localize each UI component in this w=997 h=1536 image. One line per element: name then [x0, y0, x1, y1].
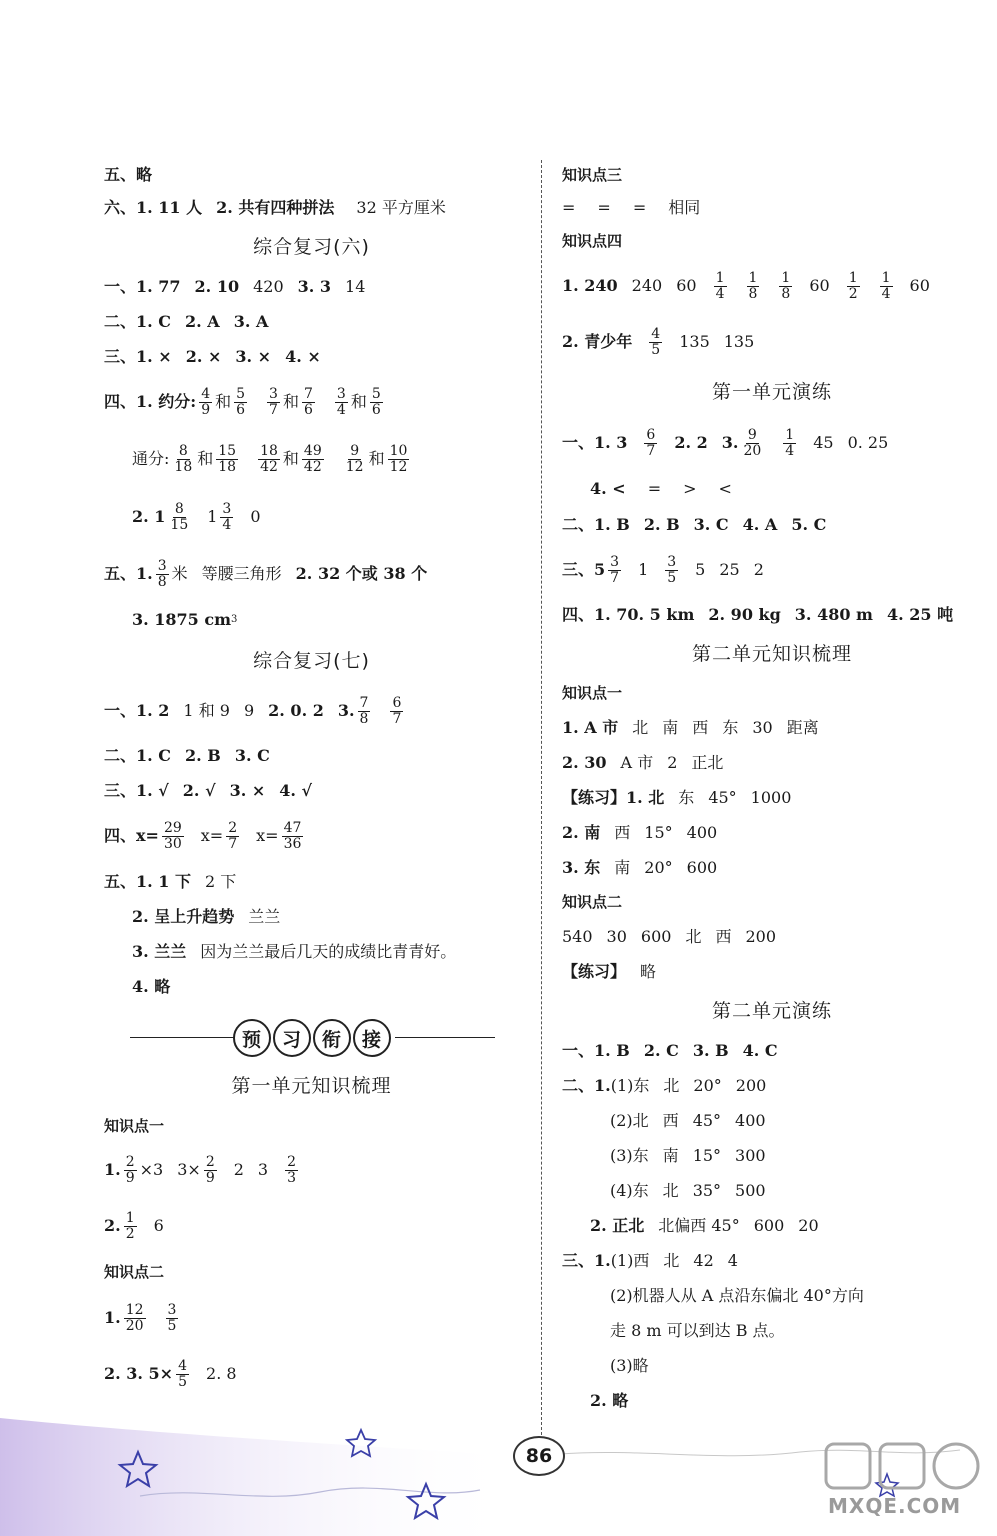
fraction: $\frac{3}{5}$: [667, 553, 677, 586]
answer-line: [562, 710, 982, 745]
text: 通分:: [132, 449, 170, 469]
answer-line: [104, 488, 519, 546]
text: 二、1. C: [104, 311, 172, 331]
text: 五、1. 1 下: [104, 871, 191, 891]
text: 二、1. B: [562, 514, 630, 534]
text: 2. 南: [562, 822, 601, 842]
text: 北: [663, 1250, 680, 1270]
text: 1. A 市: [562, 717, 619, 737]
text: 600: [753, 1215, 785, 1235]
text: 135: [723, 332, 755, 352]
text: 3. A: [233, 311, 269, 331]
text: 4. 25 吨: [886, 605, 954, 625]
text: 北: [663, 1075, 680, 1095]
answer-line: [562, 315, 982, 369]
answer-line: [562, 919, 982, 954]
fraction: $\frac{2}{9}$: [205, 1153, 215, 1186]
answer-line: [104, 160, 519, 190]
knowledge-point-label: [104, 1110, 519, 1142]
fraction: $\frac{15}{18}$: [218, 442, 237, 475]
text: 兰兰: [248, 906, 281, 926]
text: 4. √: [279, 780, 313, 800]
fraction: $\frac{4}{5}$: [178, 1357, 188, 1390]
text: 3. 1875 cm: [132, 610, 232, 630]
answer-line: [562, 1208, 982, 1243]
text: 3. ×: [235, 346, 272, 366]
text: (2)机器人从 A 点沿东偏北 40°方向: [610, 1285, 864, 1305]
knowledge-point-label: [104, 1254, 519, 1290]
text: 5. C: [791, 514, 827, 534]
fraction: $\frac{7}{6}$: [303, 385, 313, 418]
answer-line: [104, 269, 519, 304]
text: 35°: [692, 1180, 722, 1200]
text: 2. 32 个或 38 个: [295, 564, 428, 584]
text: A 市: [620, 752, 654, 772]
text: x=: [200, 826, 224, 846]
text: 知识点三: [562, 166, 623, 184]
answer-line: [562, 190, 982, 225]
answer-line: [562, 471, 982, 507]
answer-line: [104, 934, 519, 969]
text: 1000: [750, 787, 792, 807]
fraction: $\frac{2}{9}$: [125, 1153, 135, 1186]
text: 正北: [691, 752, 724, 772]
text: 20°: [693, 1075, 722, 1095]
text: 4. ×: [285, 346, 321, 366]
text: 三、1. ×: [104, 346, 172, 366]
text: 400: [735, 1110, 766, 1130]
fraction: $\frac{3}{4}$: [222, 500, 232, 533]
text: 600: [686, 857, 718, 877]
text: (3)东: [610, 1145, 649, 1165]
text: 25: [719, 560, 740, 580]
text: 45°: [708, 787, 737, 807]
text: 略: [640, 961, 657, 981]
text: 四、1. 70. 5 km: [562, 605, 695, 625]
text: 3. 东: [562, 857, 601, 877]
fraction: $\frac{9}{12}$: [345, 442, 364, 475]
text: 一、1. 2: [104, 701, 170, 721]
fraction: $\frac{8}{18}$: [174, 442, 193, 475]
left-column: [104, 160, 519, 1402]
text: 东: [678, 787, 695, 807]
text: 4: [727, 1250, 738, 1270]
text: 2. C: [643, 1040, 679, 1060]
answer-line: [562, 1068, 982, 1103]
text: 300: [735, 1145, 766, 1165]
text: 3. C: [693, 514, 729, 534]
text: 相同: [668, 197, 701, 217]
text: =: [562, 197, 576, 217]
text: 240: [631, 276, 663, 296]
text: 1.: [104, 1160, 121, 1180]
text: 3. 3: [297, 276, 332, 296]
answer-line: [104, 773, 519, 808]
section-heading: 综合复习(七): [253, 650, 370, 672]
text: 二、1. C: [104, 745, 172, 765]
answer-line: [104, 1290, 519, 1346]
text: 和: [215, 392, 232, 412]
fraction: $\frac{3}{4}$: [336, 385, 346, 418]
text: 2. 0. 2: [268, 701, 324, 721]
text: 走 8 m 可以到达 B 点。: [610, 1320, 785, 1340]
column-divider: [541, 160, 542, 1440]
text: 东: [722, 717, 739, 737]
section-heading: 第一单元知识梳理: [231, 1075, 392, 1097]
text: 四、1. 约分:: [104, 392, 197, 412]
text: 三、5: [562, 560, 606, 580]
text: 和: [282, 392, 299, 412]
text: 三、1. √: [104, 780, 169, 800]
banner-char: 习: [273, 1019, 311, 1057]
text: 1: [638, 560, 649, 580]
text: 2. 正北: [590, 1215, 645, 1235]
answer-line: [562, 1313, 982, 1348]
text: 20: [798, 1215, 819, 1235]
knowledge-point-label: [562, 225, 982, 257]
banner-char: 衔: [313, 1019, 351, 1057]
watermark-logo-icon: [818, 1438, 988, 1498]
answer-line: [104, 738, 519, 773]
text: 一、1. 77: [104, 276, 181, 296]
answer-line: [562, 780, 982, 815]
text: 4. C: [742, 1040, 778, 1060]
text: 3. B: [692, 1040, 729, 1060]
fraction: $\frac{3}{5}$: [167, 1301, 177, 1334]
text: 3.: [337, 701, 355, 721]
text: 六、1. 11 人: [104, 197, 203, 217]
text: 500: [735, 1180, 766, 1200]
text: 15°: [692, 1145, 722, 1165]
text: 南: [614, 857, 631, 877]
text: 3. 480 m: [794, 605, 873, 625]
text: 知识点一: [562, 684, 623, 702]
text: 3. ×: [229, 780, 266, 800]
answer-line: [562, 1033, 982, 1068]
text: 30: [606, 926, 627, 946]
text: 2 下: [204, 871, 237, 891]
text: 60: [909, 276, 930, 296]
answer-line: [104, 899, 519, 934]
fraction: $\frac{2}{3}$: [287, 1153, 297, 1186]
text: (2)北: [610, 1110, 649, 1130]
text: (1)西: [610, 1250, 650, 1270]
text: 200: [745, 926, 777, 946]
answer-line: [104, 969, 519, 1004]
text: 4. A: [742, 514, 778, 534]
text: 2: [233, 1160, 244, 1180]
fraction: $\frac{18}{42}$: [260, 442, 278, 475]
fraction: $\frac{2}{7}$: [228, 819, 238, 852]
text: =: [647, 479, 662, 499]
text: 北偏西 45°: [658, 1215, 740, 1235]
text: 0: [250, 507, 261, 527]
fraction: $\frac{5}{6}$: [371, 385, 381, 418]
text: 等腰三角形: [201, 564, 282, 584]
fraction: $\frac{4}{9}$: [201, 385, 211, 418]
text: 2. 30: [562, 752, 607, 772]
answer-line: [562, 1278, 982, 1313]
text: 2. √: [182, 780, 216, 800]
fraction: $\frac{1}{2}$: [848, 269, 858, 302]
section-heading: 综合复习(六): [253, 236, 370, 258]
text: 3.: [721, 433, 739, 453]
text: 三、1.: [562, 1250, 611, 1270]
text: 540: [562, 926, 593, 946]
text: 西: [715, 926, 732, 946]
answer-line: [562, 257, 982, 315]
text: 2. 2: [674, 433, 708, 453]
text: 45: [813, 433, 834, 453]
fraction: $\frac{1}{2}$: [125, 1209, 135, 1242]
text: 5: [695, 560, 706, 580]
text: 2. 3. 5×: [104, 1364, 174, 1384]
text: x=: [256, 826, 279, 846]
answer-line: [104, 190, 519, 225]
text: 400: [686, 822, 718, 842]
text: 2: [753, 560, 764, 580]
watermark: [818, 1438, 988, 1528]
footer-wave: [0, 1418, 520, 1536]
text: 3: [257, 1160, 269, 1180]
answer-line: [562, 598, 982, 632]
text: (1)东: [610, 1075, 650, 1095]
answer-line: [104, 1198, 519, 1254]
text: 9: [243, 701, 255, 721]
fraction: $\frac{8}{15}$: [170, 500, 189, 533]
text: 3. C: [234, 745, 270, 765]
watermark-text: MXQE.COM: [828, 1494, 962, 1518]
answer-line: [562, 507, 982, 542]
text: 距离: [786, 717, 819, 737]
text: 2.: [104, 1216, 121, 1236]
text: <: [718, 479, 732, 499]
text: 2. 1: [132, 507, 166, 527]
fraction: $\frac{49}{42}$: [303, 442, 322, 475]
answer-line: [562, 954, 982, 989]
answer-line: [104, 864, 519, 899]
text: 2. B: [643, 514, 680, 534]
knowledge-point-label: [562, 676, 982, 710]
text: 1. 北: [626, 787, 665, 807]
text: 2. 略: [590, 1390, 629, 1410]
text: 和: [368, 449, 385, 469]
answer-line: [104, 546, 519, 602]
fraction: $\frac{5}{6}$: [236, 385, 246, 418]
text: 420: [253, 276, 284, 296]
text: 【练习】: [562, 787, 627, 807]
answer-line: [562, 745, 982, 780]
answer-line: [562, 850, 982, 885]
text: 2. 90 kg: [708, 605, 781, 625]
text: 600: [640, 926, 672, 946]
text: 和: [350, 392, 367, 412]
text: 北: [685, 926, 702, 946]
text: >: [683, 479, 697, 499]
fraction: $\frac{7}{8}$: [359, 694, 369, 727]
text: 北: [632, 717, 649, 737]
answer-line: [104, 602, 519, 638]
fraction: $\frac{4}{5}$: [651, 325, 661, 358]
text: =: [632, 197, 647, 217]
answer-line: [562, 1173, 982, 1208]
text: 45°: [692, 1110, 722, 1130]
text: 因为兰兰最后几天的成绩比青青好。: [200, 941, 457, 961]
section-heading: 第二单元知识梳理: [691, 643, 852, 665]
text: 知识点二: [562, 893, 623, 911]
text: 南: [662, 1145, 679, 1165]
text: 1. 240: [562, 276, 618, 296]
text: 3. 兰兰: [132, 941, 187, 961]
text: 西: [614, 822, 631, 842]
fraction: $\frac{12}{20}$: [125, 1301, 144, 1334]
text: 和: [282, 449, 299, 469]
text: 42: [693, 1250, 714, 1270]
text: 二、1.: [562, 1075, 611, 1095]
text: 南: [662, 717, 679, 737]
text: 和: [197, 449, 214, 469]
fraction: $\frac{3}{7}$: [610, 553, 620, 586]
answer-line: [104, 430, 519, 488]
fraction: $\frac{29}{30}$: [163, 819, 182, 852]
text: 西: [692, 717, 709, 737]
answer-line: [562, 542, 982, 598]
fraction: $\frac{1}{4}$: [881, 269, 891, 302]
banner-chars: [233, 1019, 391, 1057]
text: 2. B: [185, 745, 221, 765]
text: 200: [735, 1075, 767, 1095]
superscript: 3: [231, 614, 238, 625]
fraction: $\frac{1}{4}$: [715, 269, 725, 302]
text: 知识点一: [104, 1117, 165, 1135]
answer-line: [562, 1103, 982, 1138]
text: 知识点二: [104, 1263, 165, 1281]
text: 2. 8: [206, 1364, 237, 1384]
text: (3)略: [610, 1355, 649, 1375]
text: 一、1. 3: [562, 433, 628, 453]
text: 1 和 9: [183, 701, 230, 721]
answer-line: [104, 684, 519, 738]
fraction: $\frac{3}{8}$: [157, 557, 167, 590]
text: 2. 青少年: [562, 332, 633, 352]
text: ×3: [139, 1160, 164, 1180]
fraction: $\frac{3}{7}$: [269, 385, 278, 418]
text: 30: [752, 717, 773, 737]
text: 2. 共有四种拼法: [216, 197, 335, 217]
text: 2. 10: [194, 276, 240, 296]
text: 2: [667, 752, 678, 772]
answer-line: [562, 415, 982, 471]
text: 6: [153, 1216, 164, 1236]
text: 1: [207, 507, 218, 527]
answer-line: [562, 1348, 982, 1383]
preview-banner: [104, 1014, 519, 1062]
answer-line: [562, 1138, 982, 1173]
answer-line: [562, 1243, 982, 1278]
text: 135: [679, 332, 710, 352]
text: 一、1. B: [562, 1040, 630, 1060]
text: 北: [662, 1180, 679, 1200]
knowledge-point-label: [562, 160, 982, 190]
text: =: [597, 197, 611, 217]
fraction: $\frac{9}{20}$: [743, 426, 762, 459]
answer-line: [562, 815, 982, 850]
text: 60: [676, 276, 697, 296]
text: (4)东: [610, 1180, 649, 1200]
text: 32 平方厘米: [356, 197, 446, 217]
answer-line: [104, 808, 519, 864]
fraction: $\frac{1}{8}$: [781, 269, 791, 302]
fraction: $\frac{10}{12}$: [389, 442, 408, 475]
text: 4. <: [590, 479, 626, 499]
text: 四、x=: [104, 826, 159, 846]
knowledge-point-label: [562, 885, 982, 919]
text: 14: [345, 276, 366, 296]
text: 1.: [104, 1308, 121, 1328]
text: 知识点四: [562, 232, 623, 250]
text: 五、1.: [104, 564, 153, 584]
text: 五、略: [104, 165, 153, 185]
fraction: $\frac{6}{7}$: [646, 426, 656, 459]
text: 西: [662, 1110, 679, 1130]
right-column: [562, 160, 982, 1418]
text: 20°: [644, 857, 673, 877]
answer-line: [104, 374, 519, 430]
text: 4. 略: [132, 976, 171, 996]
text: 15°: [644, 822, 673, 842]
banner-char: 接: [353, 1019, 391, 1057]
fraction: $\frac{6}{7}$: [392, 694, 402, 727]
fraction: $\frac{1}{8}$: [748, 269, 758, 302]
text: 2. 呈上升趋势: [132, 906, 235, 926]
fraction: $\frac{1}{4}$: [785, 426, 795, 459]
page-number: 86: [513, 1436, 565, 1476]
answer-line: [104, 1346, 519, 1402]
text: 60: [809, 276, 830, 296]
text: 0. 25: [847, 433, 889, 453]
section-heading: 第二单元演练: [711, 1000, 832, 1022]
text: 米: [171, 564, 188, 584]
answer-line: [104, 304, 519, 339]
text: 2. A: [185, 311, 220, 331]
text: 【练习】: [562, 961, 627, 981]
banner-rule-right: [395, 1037, 495, 1038]
fraction: $\frac{47}{36}$: [283, 819, 302, 852]
banner-char: 预: [233, 1019, 271, 1057]
answer-line: [104, 339, 519, 374]
text: 3×: [177, 1160, 201, 1180]
answer-line: [104, 1142, 519, 1198]
section-heading: 第一单元演练: [711, 381, 832, 403]
text: 2. ×: [185, 346, 222, 366]
